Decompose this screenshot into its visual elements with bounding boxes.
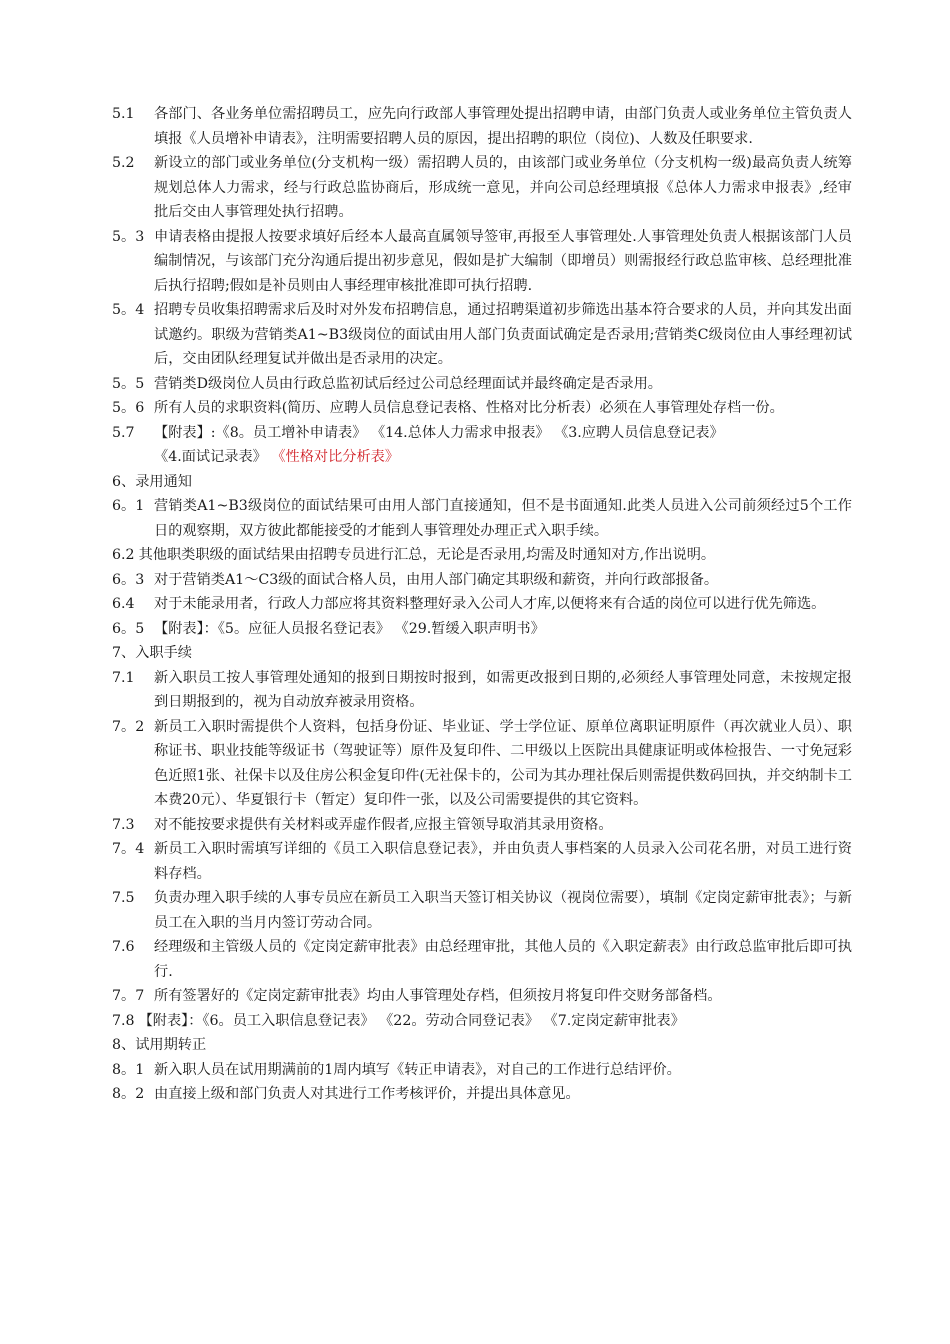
clause-number: 5。4: [112, 302, 145, 318]
clause-number: 8。1: [112, 1061, 145, 1078]
clause-5-7-continuation: [112, 445, 852, 470]
section-heading-6: 6、录用通知: [112, 473, 192, 490]
clause-7-7: [112, 984, 852, 1009]
clause-8-2: [112, 1082, 852, 1107]
clause-7-4: [112, 837, 852, 886]
clause-text: 营销类A1~B3级岗位的面试结果可由用人部门直接通知，但不是书面通知.此类人员进入公司前须经过5个工作日的观察期，双方彼此都能接受的才能到人事管理处办理正式入职手续。: [154, 498, 852, 539]
clause-text: 【附表】:《8。员工增补申请表》 《14.总体人力需求申报表》 《3.应聘人员信息登记表》: [154, 424, 724, 441]
clause-text: 对于未能录用者，行政人力部应将其资料整理好录入公司人才库,以便将来有合适的岗位可以进行优先筛选。: [154, 596, 826, 612]
clause-text: 所有签署好的《定岗定薪审批表》均由人事管理处存档，但须按月将复印件交财务部备档。: [154, 988, 722, 1004]
section-heading-8: 8、试用期转正: [112, 1037, 207, 1053]
clause-number: 6。3: [112, 571, 145, 588]
clause-number: 5。6: [112, 400, 145, 416]
clause-6-3: [112, 568, 852, 593]
clause-text: 新入职人员在试用期满前的1周内填写《转正申请表》，对自己的工作进行总结评价。: [154, 1061, 681, 1078]
clause-number: 7.6: [112, 939, 135, 955]
clause-5-5: [112, 372, 852, 397]
section-heading-7: 7、入职手续: [112, 645, 192, 661]
clause-text: 申请表格由提报人按要求填好后经本人最高直属领导签审,再报至人事管理处.人事管理处负责人根据该部门人员编制情况，与该部门充分沟通后提出初步意见，假如是扩大编制（即增员）则需报经行政总监审核、总经理批准后执行招聘;假如是补员则由人事经理审核批准即可执行招聘.: [154, 228, 852, 294]
clause-6-4: [112, 592, 852, 617]
clause-number: 7.1: [112, 669, 135, 686]
clause-text: 新设立的部门或业务单位(分支机构一级）需招聘人员的，由该部门或业务单位（分支机构一级)最高负责人统筹规划总体人力需求，经与行政总监协商后，形成统一意见，并向公司总经理填报《总体人力需求申报表》,经审批后交由人事管理处执行招聘。: [154, 155, 852, 220]
attachment-personality-analysis-highlight: 《性格对比分析表》: [271, 449, 400, 465]
clause-7-8: [112, 1009, 852, 1034]
clause-text: 新员工入职时需填写详细的《员工入职信息登记表》，并由负责人事档案的人员录入公司花名册，对员工进行资料存档。: [154, 841, 852, 882]
clause-number: 6。1: [112, 498, 145, 514]
clause-7-5: [112, 886, 852, 935]
clause-5-6: [112, 396, 852, 421]
clause-number: 7。2: [112, 718, 145, 735]
document-body: [112, 102, 852, 1107]
clause-7-6: [112, 935, 852, 984]
clause-6-2: [112, 543, 852, 568]
clause-5-4: [112, 298, 852, 372]
clause-text: 由直接上级和部门负责人对其进行工作考核评价，并提出具体意见。: [154, 1086, 580, 1102]
clause-5-1: [112, 102, 852, 151]
attachment-interview-record: 《4.面试记录表》: [154, 449, 272, 465]
clause-6-5: [112, 617, 852, 642]
clause-number: 6.2: [112, 547, 135, 563]
clause-number: 8。2: [112, 1086, 145, 1102]
clause-7-1: [112, 666, 852, 715]
clause-6-1: [112, 494, 852, 543]
clause-7-3: [112, 813, 852, 838]
clause-text: 【附表】：《6。员工入职信息登记表》 《22。劳动合同登记表》 《7.定岗定薪审批表》: [138, 1012, 685, 1029]
clause-text: 各部门、各业务单位需招聘员工，应先向行政部人事管理处提出招聘申请，由部门负责人或业务单位主管负责人填报《人员增补申请表》，注明需要招聘人员的原因，提出招聘的职位（岗位)、人数及任职要求.: [154, 106, 852, 147]
clause-number: 5。5: [112, 375, 145, 392]
clause-text: 所有人员的求职资料(简历、应聘人员信息登记表格、性格对比分析表）必须在人事管理处存档一份。: [154, 400, 784, 416]
clause-5-2: [112, 151, 852, 225]
clause-text: 新入职员工按人事管理处通知的报到日期按时报到，如需更改报到日期的,必须经人事管理处同意，未按规定报到日期报到的，视为自动放弃被录用资格。: [154, 669, 852, 710]
clause-number: 7.3: [112, 816, 135, 833]
clause-text: 经理级和主管级人员的《定岗定薪审批表》由总经理审批，其他人员的《入职定薪表》由行政总监审批后即可执行.: [154, 939, 852, 980]
clause-number: 5.2: [112, 155, 135, 171]
clause-5-3: [112, 225, 852, 299]
clause-text: 营销类D级岗位人员由行政总监初试后经过公司总经理面试并最终确定是否录用。: [154, 375, 662, 392]
clause-number: 5.1: [112, 106, 135, 122]
clause-number: 7.5: [112, 890, 135, 906]
clause-number: 5.7: [112, 424, 135, 441]
clause-8-1: [112, 1058, 852, 1083]
clause-5-7: [112, 421, 852, 446]
clause-number: 7。4: [112, 841, 145, 857]
clause-text: 其他职类职级的面试结果由招聘专员进行汇总，无论是否录用,均需及时通知对方,作出说明。: [138, 547, 716, 563]
clause-number: 5。3: [112, 228, 145, 245]
clause-number: 7。7: [112, 988, 145, 1004]
clause-number: 7.8: [112, 1012, 135, 1029]
clause-text: 招聘专员收集招聘需求后及时对外发布招聘信息，通过招聘渠道初步筛选出基本符合要求的人员，并向其发出面试邀约。职级为营销类A1~B3级岗位的面试由用人部门负责面试确定是否录用;营销类C级岗位由人事经理初试后，交由团队经理复试并做出是否录用的决定。: [154, 302, 852, 367]
clause-number: 6.4: [112, 596, 135, 612]
clause-text: 新员工入职时需提供个人资料，包括身份证、毕业证、学士学位证、原单位离职证明原件（再次就业人员）、职称证书、职业技能等级证书（驾驶证等）原件及复印件、二甲级以上医院出具健康证明或体检报告、一寸免冠彩色近照1张、社保卡以及住房公积金复印件(无社保卡的，公司为其办理社保后则需提供数码回执，并交纳制卡工本费20元）、华夏银行卡（暂定）复印件一张，以及公司需要提供的其它资料。: [154, 718, 852, 808]
clause-text: 负责办理入职手续的人事专员应在新员工入职当天签订相关协议（视岗位需要），填制《定岗定薪审批表》；与新员工在入职的当月内签订劳动合同。: [154, 890, 852, 931]
clause-text: 【附表】：《5。应征人员报名登记表》 《29.暂缓入职声明书》: [154, 620, 545, 637]
clause-7-2: [112, 715, 852, 813]
clause-text: 对不能按要求提供有关材料或弄虚作假者,应报主管领导取消其录用资格。: [154, 816, 613, 833]
clause-text: 对于营销类A1～C3级的面试合格人员，由用人部门确定其职级和薪资，并向行政部报备。: [154, 571, 719, 588]
clause-number: 6。5: [112, 620, 145, 637]
